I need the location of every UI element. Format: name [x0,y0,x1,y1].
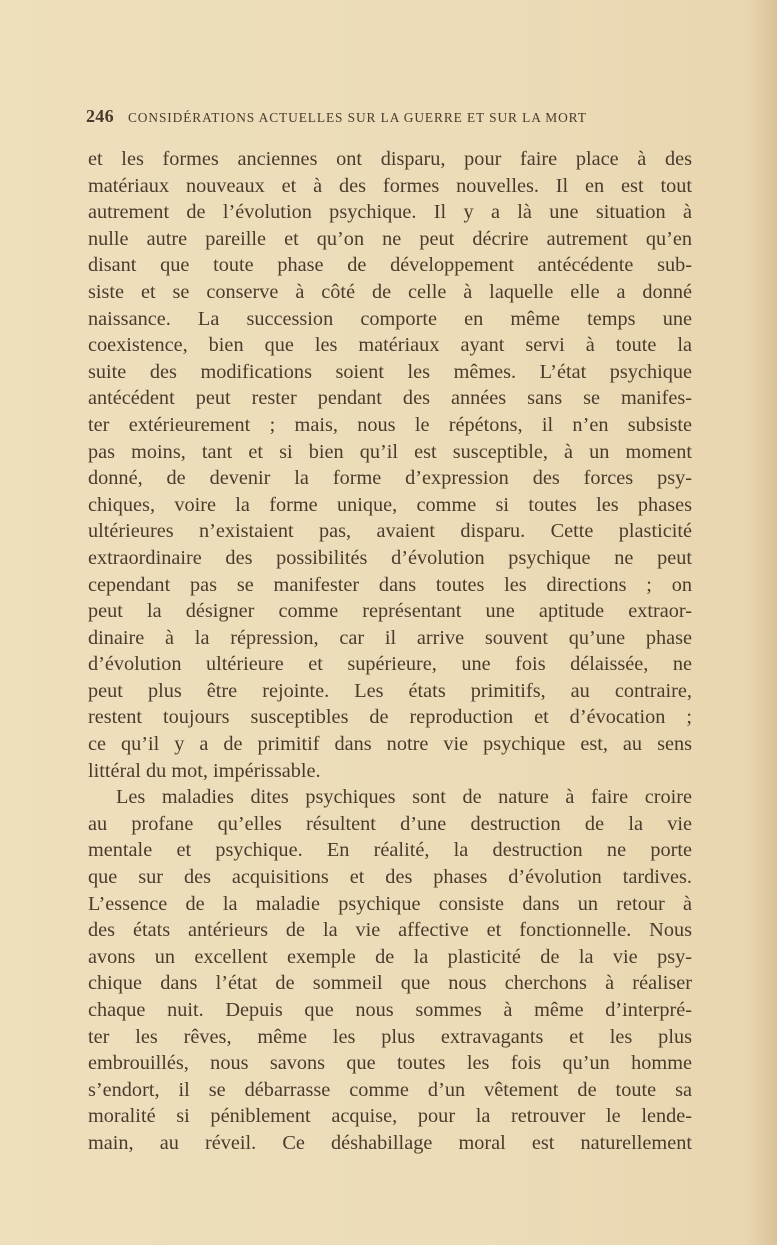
text-line: pas moins, tant et si bien qu’il est susceptible, à un moment [88,440,692,463]
text-line: naissance. La succession comporte en même temps une [88,307,692,330]
paragraph-start-line: Les maladies dites psychiques sont de nature à faire croire [116,786,692,809]
text-line: ultérieures n’existaient pas, avaient disparu. Cette plasticité [88,520,692,543]
text-line: suite des modifications soient les mêmes. L’état psychique [88,360,692,383]
text-line: antécédent peut rester pendant des années sans se manifes- [88,387,692,410]
running-head [86,106,692,127]
text-line: chaque nuit. Depuis que nous sommes à même d’interpré- [88,999,692,1021]
text-line: chique dans l’état de sommeil que nous cherchons à réaliser [88,972,692,995]
text-line: et les formes anciennes ont disparu, pour faire place à des [88,148,692,170]
text-line: dinaire à la répression, car il arrive souvent qu’une phase [88,626,692,649]
text-line: au profane qu’elles résultent d’une destruction de la vie [88,812,692,835]
text-line: matériaux nouveaux et à des formes nouvelles. Il en est tout [88,174,692,197]
paragraph-end-line: littéral du mot, impérissable. [88,759,321,782]
text-line: chiques, voire la forme unique, comme si toutes les phases [88,493,692,516]
text-line: que sur des acquisitions et des phases d’évolution tardives. [88,866,692,889]
text-line: nulle autre pareille et qu’on ne peut décrire autrement qu’en [88,227,692,250]
text-line: peut la désigner comme représentant une aptitude extraor- [88,600,692,623]
text-line: extraordinaire des possibilités d’évolution psychique ne peut [88,546,692,569]
text-line: coexistence, bien que les matériaux ayant servi à toute la [88,334,692,357]
page-number: 246 [86,106,114,126]
running-title: CONSIDÉRATIONS ACTUELLES SUR LA GUERRE ET SUR LA MORT [127,110,587,125]
text-line: L’essence de la maladie psychique consiste dans un retour à [88,892,692,915]
text-line: moralité si péniblement acquise, pour la retrouver le lende- [88,1105,692,1128]
text-line: ce qu’il y a de primitif dans notre vie psychique est, au sens [88,733,692,756]
text-line: main, au réveil. Ce déshabillage moral est naturellement [88,1131,692,1154]
text-line: siste et se conserve à côté de celle à laquelle elle a donné [88,280,692,303]
text-line: avons un excellent exemple de la plasticité de la vie psy- [88,945,692,968]
text-line: s’endort, il se débarrasse comme d’un vêtement de toute sa [88,1078,692,1101]
body-text [88,146,692,1157]
text-line: autrement de l’évolution psychique. Il y a là une situation à [88,201,692,224]
text-line: embrouillés, nous savons que toutes les fois qu’un homme [88,1052,692,1075]
text-line: des états antérieurs de la vie affective et fonctionnelle. Nous [88,919,692,942]
text-line: ter extérieurement ; mais, nous le répétons, il n’en subsiste [88,413,692,436]
text-line: d’évolution ultérieure et supérieure, une fois délaissée, ne [88,653,692,676]
text-line: peut plus être rejointe. Les états primitifs, au contraire, [88,679,692,702]
text-line: donné, de devenir la forme d’expression des forces psy- [88,467,692,490]
text-line: restent toujours susceptibles de reproduction et d’évocation ; [88,706,692,729]
text-line: disant que toute phase de développement antécédente sub- [88,254,692,277]
text-line: mentale et psychique. En réalité, la destruction ne porte [88,839,692,862]
text-line: ter les rêves, même les plus extravagants et les plus [88,1025,692,1048]
text-line: cependant pas se manifester dans toutes les directions ; on [88,573,692,596]
